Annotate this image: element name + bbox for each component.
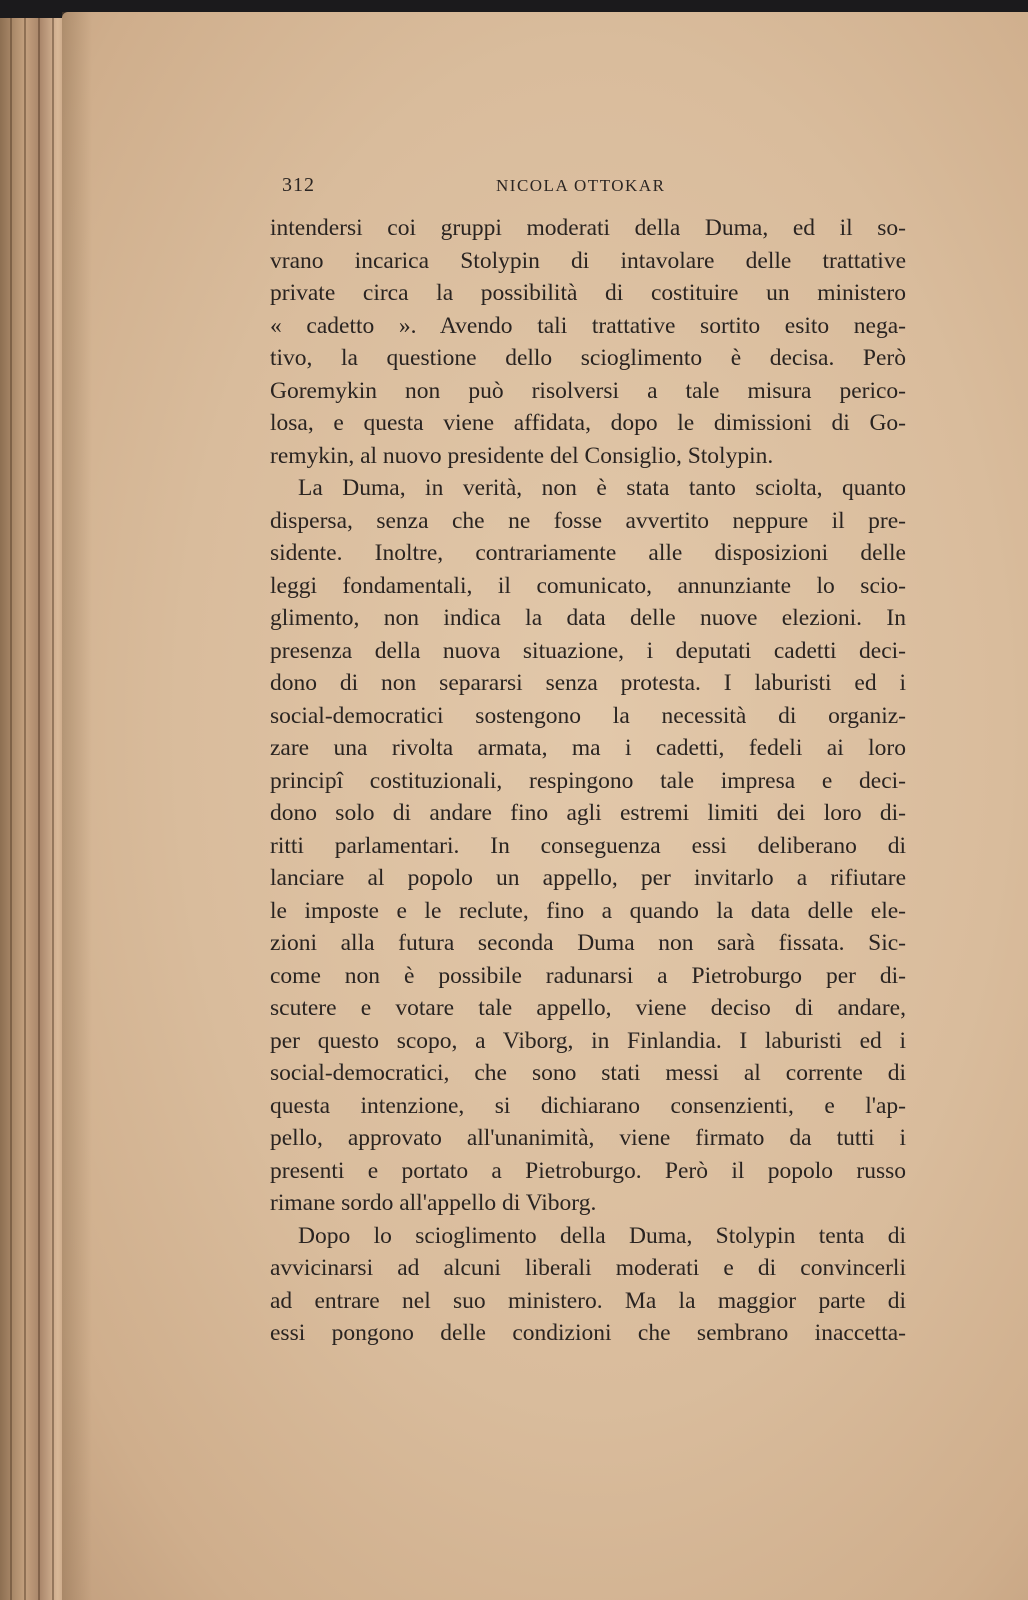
- text-line: La Duma, in verità, non è stata tanto sciolta, quanto: [298, 475, 906, 501]
- text-line: Dopo lo scioglimento della Duma, Stolypin tenta di: [298, 1222, 906, 1249]
- text-line: intendersi coi gruppi moderati della Duma, ed il so-: [270, 215, 906, 241]
- text-line: dono di non separarsi senza protesta. I laburisti ed i: [270, 670, 906, 696]
- text-line: losa, e questa viene affidata, dopo le dimissioni di Go-: [270, 410, 906, 436]
- text-line: glimento, non indica la data delle nuove elezioni. In: [270, 605, 906, 631]
- text-line: avvicinarsi ad alcuni liberali moderati e di convincerli: [270, 1255, 906, 1281]
- body-text: [270, 212, 906, 1350]
- text-line: zioni alla futura seconda Duma non sarà fissata. Sic-: [270, 930, 906, 956]
- text-line: pello, approvato all'unanimità, viene firmato da tutti i: [270, 1125, 906, 1151]
- page-edge-shade: [62, 12, 92, 1600]
- text-line: dispersa, senza che ne fosse avvertito neppure il pre-: [270, 507, 906, 534]
- text-line: zare una rivolta armata, ma i cadetti, fedeli ai loro: [270, 735, 906, 761]
- text-line: rimane sordo all'appello di Viborg.: [270, 1190, 597, 1216]
- text-line: dono solo di andare fino agli estremi limiti dei loro di-: [270, 800, 906, 826]
- text-line: per questo scopo, a Viborg, in Finlandia. I laburisti ed i: [270, 1027, 906, 1054]
- page-edge-line: [52, 18, 54, 1600]
- page-edge-line: [24, 18, 26, 1600]
- text-line: presenza della nuova situazione, i deputati cadetti deci-: [270, 637, 906, 664]
- text-line: le imposte e le reclute, fino a quando la data delle ele-: [270, 897, 906, 924]
- text-line: sidente. Inoltre, contrariamente alle disposizioni delle: [270, 540, 906, 566]
- text-line: ad entrare nel suo ministero. Ma la maggior parte di: [270, 1287, 906, 1314]
- text-line: scutere e votare tale appello, viene deciso di andare,: [270, 995, 906, 1021]
- text-line: presenti e portato a Pietroburgo. Però il popolo russo: [270, 1157, 906, 1184]
- text-line: come non è possibile radunarsi a Pietroburgo per di-: [270, 962, 906, 989]
- text-line: remykin, al nuovo presidente del Consiglio, Stolypin.: [270, 442, 774, 469]
- text-line: questa intenzione, si dichiarano consenzienti, e l'ap-: [270, 1092, 906, 1119]
- text-line: Goremykin non può risolversi a tale misura perico-: [270, 377, 906, 404]
- text-line: principî costituzionali, respingono tale impresa e deci-: [270, 767, 906, 794]
- text-line: tivo, la questione dello scioglimento è decisa. Però: [270, 345, 906, 371]
- text-line: private circa la possibilità di costituire un ministero: [270, 280, 906, 306]
- text-line: leggi fondamentali, il comunicato, annunziante lo scio-: [270, 572, 906, 599]
- text-line: essi pongono delle condizioni che sembrano inaccetta-: [270, 1320, 906, 1346]
- text-line: lanciare al popolo un appello, per invitarlo a rifiutare: [270, 865, 906, 891]
- page-edge-line: [38, 18, 40, 1600]
- page-edge-line: [10, 18, 12, 1600]
- text-line: social-democratici, che sono stati messi al corrente di: [270, 1060, 906, 1086]
- running-head-author: NICOLA OTTOKAR: [496, 176, 666, 195]
- text-line: ritti parlamentari. In conseguenza essi deliberano di: [270, 832, 906, 859]
- running-head: [282, 174, 942, 204]
- text-line: « cadetto ». Avendo tali trattative sortito esito nega-: [270, 312, 906, 339]
- page-number: 312: [282, 174, 315, 196]
- text-line: social-democratici sostengono la necessità di organiz-: [270, 702, 906, 729]
- text-line: vrano incarica Stolypin di intavolare delle trattative: [270, 247, 906, 274]
